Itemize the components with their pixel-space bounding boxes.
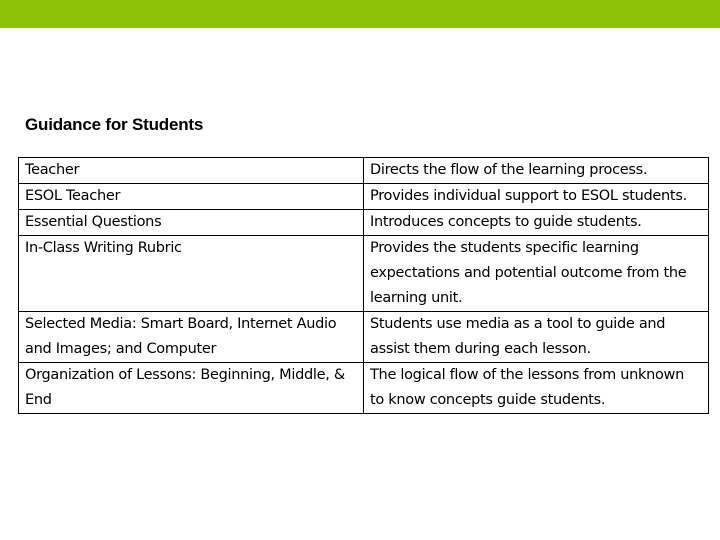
table-row — [19, 210, 709, 236]
description-cell: Students use media as a tool to guide and assist them during each lesson. — [364, 312, 709, 363]
table-row — [19, 158, 709, 184]
role-cell: Teacher — [19, 158, 364, 184]
role-cell: In-Class Writing Rubric — [19, 236, 364, 312]
table-row — [19, 236, 709, 312]
table-row — [19, 184, 709, 210]
table-row — [19, 312, 709, 363]
page-title: Guidance for Students — [25, 115, 204, 134]
description-cell: Introduces concepts to guide students. — [364, 210, 709, 236]
role-cell: Selected Media: Smart Board, Internet Audio and Images; and Computer — [19, 312, 364, 363]
role-cell: Essential Questions — [19, 210, 364, 236]
guidance-table — [18, 157, 709, 414]
accent-bar — [0, 0, 720, 28]
table-row — [19, 363, 709, 414]
description-cell: Provides individual support to ESOL students. — [364, 184, 709, 210]
description-cell: The logical flow of the lessons from unknown to know concepts guide students. — [364, 363, 709, 414]
description-cell: Directs the flow of the learning process. — [364, 158, 709, 184]
role-cell: ESOL Teacher — [19, 184, 364, 210]
description-cell: Provides the students specific learning expectations and potential outcome from the learning unit. — [364, 236, 709, 312]
role-cell: Organization of Lessons: Beginning, Middle, & End — [19, 363, 364, 414]
